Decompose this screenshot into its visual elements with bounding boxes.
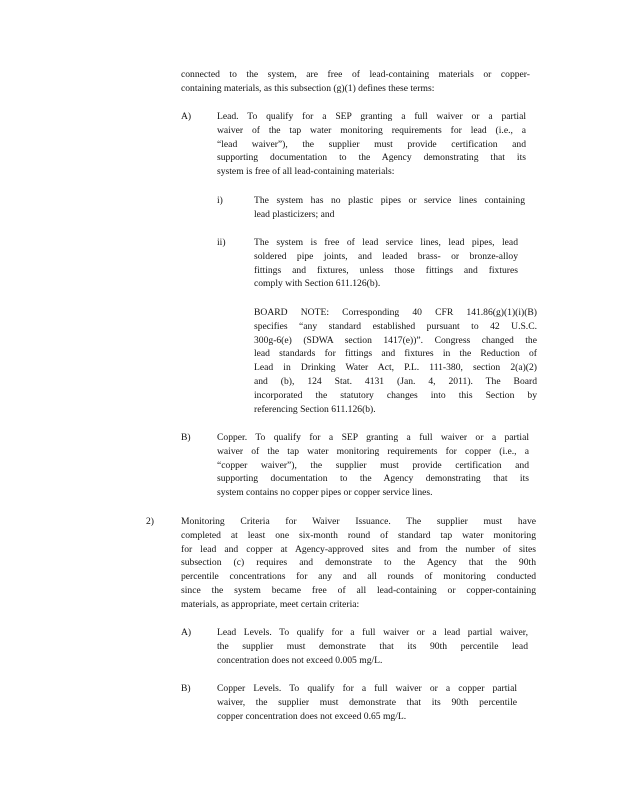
text-line: lead standards for fittings and fixtures in the Reduction of	[254, 348, 537, 360]
text-line: waiver of the tap water monitoring requirements for copper (i.e., a	[217, 445, 529, 457]
text-line: percentile concentrations for any and all rounds of monitoring conducted	[181, 571, 536, 583]
lead-levels-paragraph	[217, 626, 528, 667]
text-line: “lead waiver”), the supplier must provide certification and	[217, 138, 526, 150]
copper-levels-paragraph	[217, 682, 517, 723]
text-line: “copper waiver”), the supplier must provide certification and	[217, 459, 529, 471]
text-line: Lead Levels. To qualify for a full waiver or a lead partial waiver,	[217, 627, 528, 638]
list-marker: 2)	[146, 516, 154, 527]
text-line: fittings and fixtures, unless those fittings and fixtures	[254, 264, 518, 276]
text-line: since the system became free of all lead-containing or copper-containing	[181, 584, 536, 596]
text-line: system contains no copper pipes or copper service lines.	[217, 487, 433, 499]
text-line: supporting documentation to the Agency demonstrating that its	[217, 152, 526, 164]
text-line: containing materials, as this subsection (g)(1) defines these terms:	[181, 82, 435, 94]
text-line: soldered pipe joints, and leaded brass- or bronze-alloy	[254, 250, 518, 262]
text-line: copper concentration does not exceed 0.65 mg/L.	[217, 710, 407, 722]
list-marker: i)	[217, 195, 223, 206]
text-line: materials, as appropriate, meet certain criteria:	[181, 598, 360, 610]
text-line: Copper. To qualify for a SEP granting a full waiver or a partial	[217, 432, 529, 443]
copper-waiver-paragraph	[217, 431, 529, 500]
text-line: for lead and copper at Agency-approved sites and from the number of sites	[181, 543, 536, 555]
text-line: and (b), 124 Stat. 4131 (Jan. 4, 2011). The Board	[254, 375, 537, 387]
intro-paragraph	[181, 68, 530, 96]
text-line: lead plasticizers; and	[254, 208, 335, 220]
plastic-pipes-item	[254, 194, 525, 222]
list-marker: B)	[181, 683, 191, 694]
list-marker: B)	[181, 432, 191, 443]
board-note	[254, 306, 537, 416]
text-line: connected to the system, are free of lead-containing materials or copper-	[181, 69, 530, 80]
text-line: waiver of the tap water monitoring requirements for lead (i.e., a	[217, 124, 526, 136]
text-line: Lead in Drinking Water Act, P.L. 111-380, section 2(a)(2)	[254, 362, 537, 374]
lead-waiver-paragraph	[217, 110, 526, 179]
text-line: BOARD NOTE: Corresponding 40 CFR 141.86(g)(1)(i)(B)	[254, 307, 537, 318]
text-line: supporting documentation to the Agency demonstrating that its	[217, 473, 529, 485]
list-marker: A)	[181, 627, 192, 638]
text-line: completed at least one six-month round of standard tap water monitoring	[181, 529, 536, 541]
text-line: Monitoring Criteria for Waiver Issuance. The supplier must have	[181, 516, 536, 527]
list-marker: ii)	[217, 237, 226, 248]
text-line: concentration does not exceed 0.005 mg/L.	[217, 654, 383, 666]
text-line: The system is free of lead service lines, lead pipes, lead	[254, 237, 518, 248]
text-line: waiver, the supplier must demonstrate that its 90th percentile	[217, 696, 517, 708]
lead-free-system-item	[254, 236, 518, 291]
text-line: The system has no plastic pipes or service lines containing	[254, 195, 525, 206]
text-line: comply with Section 611.126(b).	[254, 278, 381, 290]
text-line: specifies “any standard established pursuant to 42 U.S.C.	[254, 320, 537, 332]
list-marker: A)	[181, 111, 192, 122]
text-line: Lead. To qualify for a SEP granting a full waiver or a partial	[217, 111, 526, 122]
text-line: incorporated the statutory changes into this Section by	[254, 389, 537, 401]
text-line: subsection (c) requires and demonstrate to the Agency that the 90th	[181, 557, 536, 569]
text-line: the supplier must demonstrate that its 90th percentile lead	[217, 640, 528, 652]
text-line: referencing Section 611.126(b).	[254, 403, 376, 415]
monitoring-criteria-paragraph	[181, 515, 536, 612]
text-line: Copper Levels. To qualify for a full waiver or a copper partial	[217, 683, 517, 694]
text-line: 300g-6(e) (SDWA section 1417(e))”. Congress changed the	[254, 334, 537, 346]
text-line: system is free of all lead-containing materials:	[217, 166, 395, 178]
